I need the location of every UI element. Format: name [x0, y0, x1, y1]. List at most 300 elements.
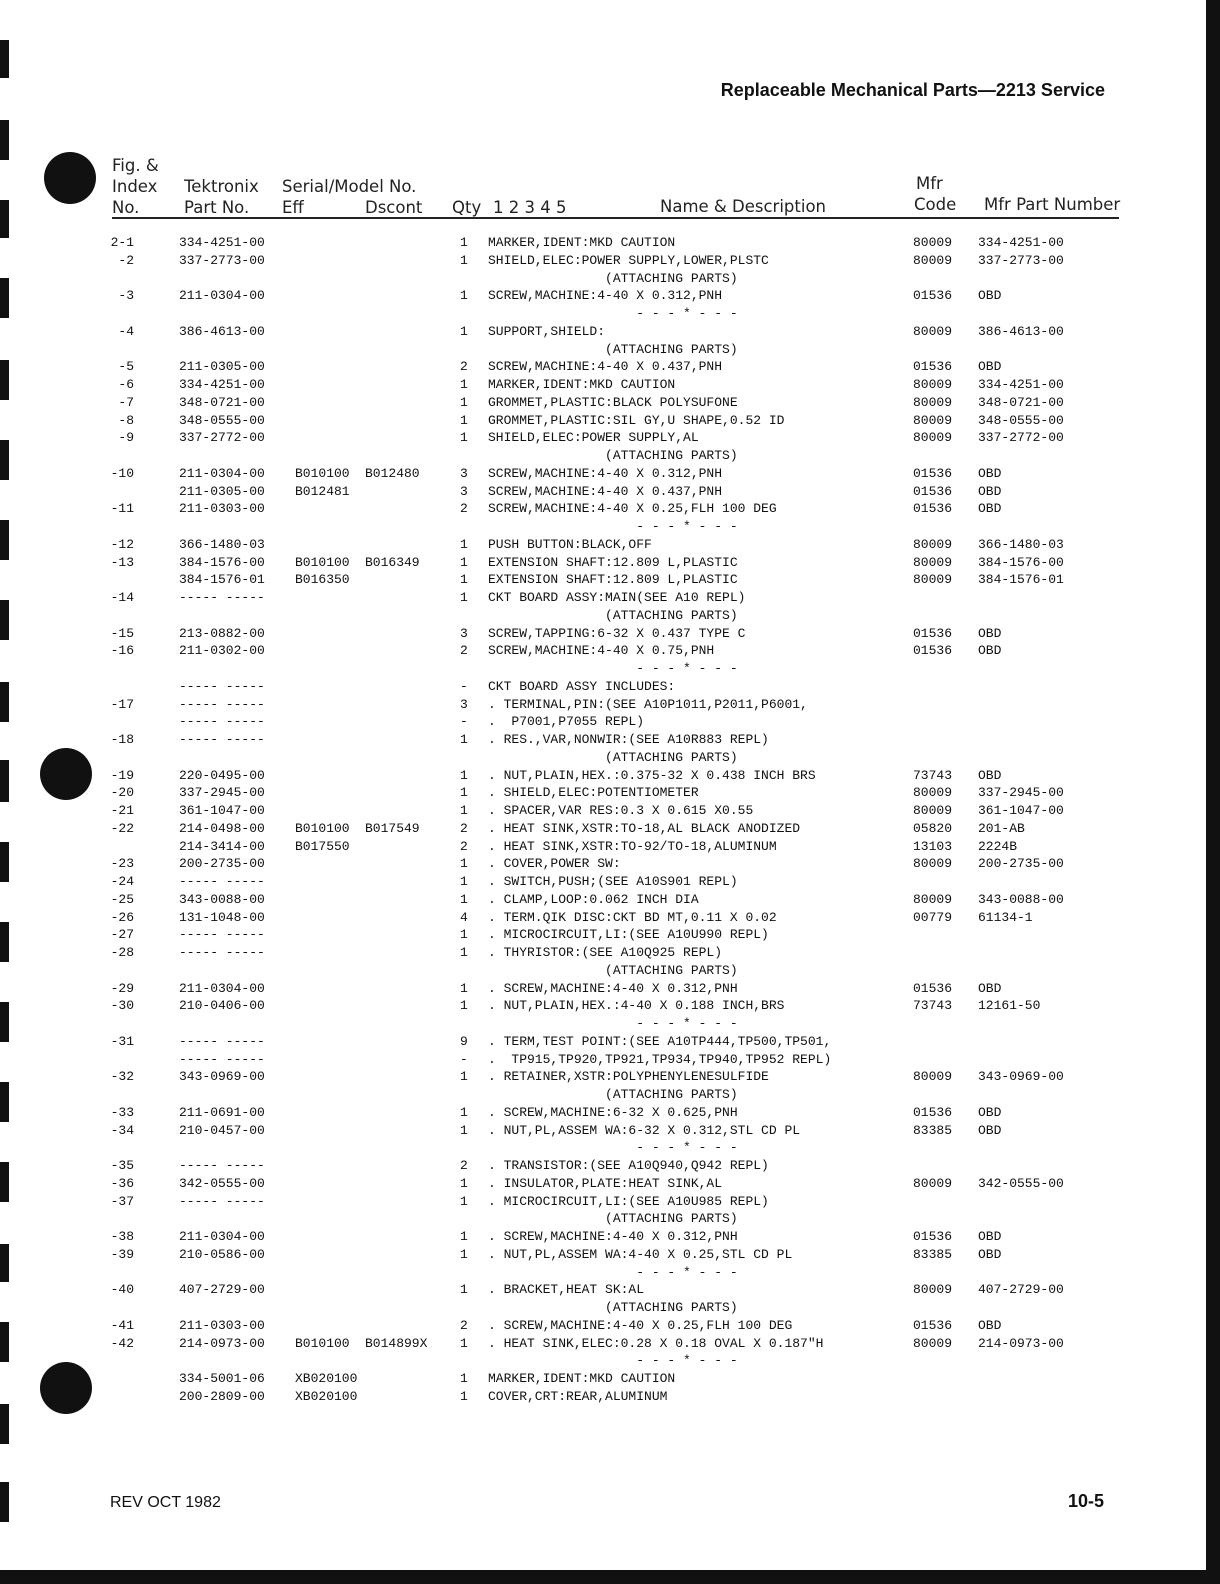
qty-cell: 1 [460, 252, 468, 268]
table-row [0, 926, 1220, 944]
part-no-cell: 407-2729-00 [179, 1282, 265, 1298]
qty-cell: 1 [460, 732, 468, 747]
table-row [0, 784, 1220, 802]
table-row [0, 1051, 1220, 1069]
qty-cell: 1 [460, 235, 468, 250]
index-no-cell: -39 [110, 1246, 134, 1262]
part-no-cell: 214-3414-00 [179, 838, 265, 854]
name-description-cell: . MICROCIRCUIT,LI:(SEE A10U985 REPL) [488, 1193, 769, 1209]
serial-eff-cell: B010100 [295, 554, 350, 570]
mfr-part-number-cell: 337-2773-00 [978, 252, 1064, 268]
name-description-cell: (ATTACHING PARTS) [488, 962, 738, 978]
qty-cell: 1 [460, 590, 468, 605]
page-edge [0, 1570, 1220, 1584]
qty-cell: 2 [460, 1317, 468, 1333]
name-description-cell: CKT BOARD ASSY:MAIN(SEE A10 REPL) [488, 590, 746, 605]
name-description-cell: . TERM.QIK DISC:CKT BD MT,0.11 X 0.02 [488, 909, 777, 925]
name-description-cell: (ATTACHING PARTS) [488, 607, 738, 623]
binding-bar [0, 1404, 9, 1444]
name-description-cell: MARKER,IDENT:MKD CAUTION [488, 1371, 676, 1386]
mfr-part-number-cell: 361-1047-00 [978, 803, 1064, 818]
mfr-part-number-cell: OBD [978, 767, 1002, 783]
qty-cell: 1 [460, 323, 468, 339]
mfr-part-number-cell: 343-0088-00 [978, 891, 1064, 907]
table-row [0, 1388, 1220, 1406]
name-description-cell: SCREW,MACHINE:4-40 X 0.312,PNH [488, 465, 723, 481]
table-row [0, 589, 1220, 607]
index-no-cell: -2 [118, 252, 134, 268]
table-row [0, 305, 1220, 323]
index-no-cell: -10 [110, 465, 134, 481]
mfr-part-number-cell: 384-1576-00 [978, 554, 1064, 570]
name-description-cell: . SHIELD,ELEC:POTENTIOMETER [488, 785, 699, 801]
table-row [0, 429, 1220, 447]
table-row [0, 731, 1220, 749]
serial-eff-cell: B010100 [295, 1335, 350, 1351]
index-no-cell: -37 [110, 1193, 134, 1209]
name-description-cell: . HEAT SINK,XSTR:TO-18,AL BLACK ANODIZED [488, 820, 801, 836]
name-description-cell: (ATTACHING PARTS) [488, 1087, 738, 1102]
qty-cell: 1 [460, 554, 468, 570]
name-description-cell: . SCREW,MACHINE:6-32 X 0.625,PNH [488, 1104, 738, 1120]
qty-cell: 1 [460, 1388, 468, 1404]
header-qty: Qty [452, 198, 482, 217]
mfr-part-number-cell: OBD [978, 625, 1002, 641]
part-no-cell: 384-1576-00 [179, 554, 265, 570]
part-no-cell: 211-0303-00 [179, 1317, 265, 1333]
qty-cell: 1 [460, 1104, 468, 1120]
table-row [0, 767, 1220, 785]
name-description-cell: . INSULATOR,PLATE:HEAT SINK,AL [488, 1175, 723, 1191]
mfr-code-cell: 80009 [913, 394, 953, 410]
qty-cell: 1 [460, 1335, 468, 1351]
header-fig-line3: No. [112, 198, 140, 217]
index-no-cell: -5 [118, 359, 134, 375]
part-no-cell: 211-0304-00 [179, 980, 265, 996]
mfr-part-number-cell: OBD [978, 643, 1002, 659]
index-no-cell: -40 [110, 1282, 134, 1298]
serial-dscont-cell: B012480 [365, 465, 420, 481]
name-description-cell: . RETAINER,XSTR:POLYPHENYLENESULFIDE [488, 1069, 769, 1085]
qty-cell: 3 [460, 483, 468, 499]
table-row [0, 1210, 1220, 1228]
header-tektronix: Tektronix [184, 177, 259, 196]
table-row [0, 873, 1220, 891]
table-row [0, 660, 1220, 678]
part-no-cell: 213-0882-00 [179, 625, 265, 641]
qty-cell: 1 [460, 430, 468, 446]
table-row [0, 607, 1220, 625]
header-fig-index [112, 155, 159, 218]
table-row [0, 1068, 1220, 1086]
name-description-cell: . TP915,TP920,TP921,TP934,TP940,TP952 REPL) [488, 1051, 832, 1067]
name-description-cell: - - - * - - - [488, 1353, 738, 1369]
part-no-cell: ----- ----- [179, 678, 265, 694]
mfr-code-cell: 80009 [913, 572, 953, 588]
name-description-cell: MARKER,IDENT:MKD CAUTION [488, 377, 676, 392]
mfr-code-cell: 80009 [913, 377, 953, 392]
part-no-cell: ----- ----- [179, 696, 265, 712]
part-no-cell: ----- ----- [179, 1158, 265, 1173]
part-no-cell: 214-0498-00 [179, 820, 265, 836]
part-no-cell: 211-0304-00 [179, 288, 265, 304]
index-no-cell: -22 [110, 820, 134, 836]
qty-cell: 2 [460, 820, 468, 836]
name-description-cell: . NUT,PL,ASSEM WA:4-40 X 0.25,STL CD PL [488, 1246, 793, 1262]
mfr-code-cell: 80009 [913, 803, 953, 818]
index-no-cell: -3 [118, 288, 134, 304]
mfr-part-number-cell: 343-0969-00 [978, 1069, 1064, 1085]
name-description-cell: . THYRISTOR:(SEE A10Q925 REPL) [488, 945, 723, 960]
qty-cell: 2 [460, 501, 468, 517]
qty-cell: 2 [460, 1158, 468, 1173]
part-no-cell: ----- ----- [179, 590, 265, 605]
table-row [0, 341, 1220, 359]
table-row [0, 234, 1220, 252]
index-no-cell: -28 [110, 945, 134, 960]
mfr-part-number-cell: OBD [978, 501, 1002, 517]
table-row [0, 518, 1220, 536]
mfr-code-cell: 01536 [913, 1104, 953, 1120]
qty-cell: 3 [460, 465, 468, 481]
part-no-cell: 337-2773-00 [179, 252, 265, 268]
qty-cell: - [460, 714, 468, 730]
qty-cell: 1 [460, 927, 468, 943]
qty-cell: 1 [460, 1069, 468, 1085]
qty-cell: 3 [460, 625, 468, 641]
index-no-cell: -12 [110, 536, 134, 552]
qty-cell: 1 [460, 288, 468, 304]
table-row [0, 980, 1220, 998]
qty-cell: 1 [460, 377, 468, 392]
part-no-cell: 211-0302-00 [179, 643, 265, 659]
page-title: Replaceable Mechanical Parts—2213 Service [720, 80, 1105, 100]
name-description-cell: COVER,CRT:REAR,ALUMINUM [488, 1388, 668, 1404]
mfr-part-number-cell: 407-2729-00 [978, 1282, 1064, 1298]
part-no-cell: ----- ----- [179, 1051, 265, 1067]
mfr-code-cell: 01536 [913, 625, 953, 641]
qty-cell: 1 [460, 980, 468, 996]
mfr-code-cell: 80009 [913, 1069, 953, 1085]
mfr-code-cell: 83385 [913, 1122, 953, 1138]
part-no-cell: ----- ----- [179, 732, 265, 747]
index-no-cell: -18 [110, 732, 134, 747]
part-no-cell: 200-2735-00 [179, 856, 265, 872]
index-no-cell: -13 [110, 554, 134, 570]
mfr-part-number-cell: 342-0555-00 [978, 1175, 1064, 1191]
table-row [0, 358, 1220, 376]
table-row [0, 1264, 1220, 1282]
qty-cell: 1 [460, 945, 468, 960]
name-description-cell: . SWITCH,PUSH;(SEE A10S901 REPL) [488, 874, 738, 889]
name-description-cell: . COVER,POWER SW: [488, 856, 621, 872]
index-no-cell: -26 [110, 909, 134, 925]
table-row [0, 1157, 1220, 1175]
mfr-code-cell: 01536 [913, 465, 953, 481]
mfr-code-cell: 80009 [913, 554, 953, 570]
mfr-code-cell: 73743 [913, 767, 953, 783]
name-description-cell: . SCREW,MACHINE:4-40 X 0.25,FLH 100 DEG [488, 1317, 793, 1333]
index-no-cell: -21 [110, 803, 134, 818]
part-no-cell: 361-1047-00 [179, 803, 265, 818]
mfr-part-number-cell: 214-0973-00 [978, 1335, 1064, 1351]
qty-cell: 2 [460, 359, 468, 375]
index-no-cell: -24 [110, 874, 134, 889]
mfr-code-cell: 00779 [913, 909, 953, 925]
index-no-cell: -15 [110, 625, 134, 641]
table-row [0, 1228, 1220, 1246]
name-description-cell: (ATTACHING PARTS) [488, 749, 738, 765]
table-row [0, 1299, 1220, 1317]
mfr-part-number-cell: OBD [978, 288, 1002, 304]
table-row [0, 855, 1220, 873]
part-no-cell: 384-1576-01 [179, 572, 265, 588]
name-description-cell: PUSH BUTTON:BLACK,OFF [488, 536, 652, 552]
name-description-cell: . BRACKET,HEAT SK:AL [488, 1282, 645, 1298]
header-dscont: Dscont [365, 198, 423, 217]
header-rule [112, 217, 1119, 219]
table-row [0, 1370, 1220, 1388]
table-row [0, 412, 1220, 430]
mfr-code-cell: 01536 [913, 288, 953, 304]
qty-cell: 1 [460, 1371, 468, 1386]
name-description-cell: . SPACER,VAR RES:0.3 X 0.615 X0.55 [488, 803, 754, 818]
name-description-cell: . NUT,PL,ASSEM WA:6-32 X 0.312,STL CD PL [488, 1122, 801, 1138]
part-no-cell: 131-1048-00 [179, 909, 265, 925]
name-description-cell: . RES.,VAR,NONWIR:(SEE A10R883 REPL) [488, 732, 769, 747]
part-no-cell: 220-0495-00 [179, 767, 265, 783]
table-row [0, 944, 1220, 962]
binding-bar [0, 1482, 9, 1522]
header-serial-label: Serial/Model No. [282, 177, 417, 196]
punch-hole [44, 152, 96, 204]
mfr-part-number-cell: 334-4251-00 [978, 377, 1064, 392]
mfr-part-number-cell: 201-AB [978, 820, 1025, 836]
index-no-cell: -25 [110, 891, 134, 907]
header-mfr-code [914, 173, 956, 215]
name-description-cell: . TRANSISTOR:(SEE A10Q940,Q942 REPL) [488, 1158, 769, 1173]
table-row [0, 909, 1220, 927]
index-no-cell: -11 [110, 501, 134, 517]
mfr-part-number-cell: 366-1480-03 [978, 536, 1064, 552]
mfr-code-cell: 01536 [913, 483, 953, 499]
name-description-cell: . SCREW,MACHINE:4-40 X 0.312,PNH [488, 980, 738, 996]
part-no-cell: ----- ----- [179, 945, 265, 960]
part-no-cell: 214-0973-00 [179, 1335, 265, 1351]
name-description-cell: SCREW,MACHINE:4-40 X 0.75,PNH [488, 643, 715, 659]
qty-cell: 1 [460, 572, 468, 588]
name-description-cell: . HEAT SINK,ELEC:0.28 X 0.18 OVAL X 0.187"H [488, 1335, 824, 1351]
qty-cell: 1 [460, 785, 468, 801]
name-description-cell: EXTENSION SHAFT:12.809 L,PLASTIC [488, 554, 738, 570]
header-levels: 1 2 3 4 5 [493, 198, 567, 217]
binding-bar [0, 200, 9, 238]
index-no-cell: -7 [118, 394, 134, 410]
name-description-cell: . CLAMP,LOOP:0.062 INCH DIA [488, 891, 699, 907]
part-no-cell: 343-0088-00 [179, 891, 265, 907]
qty-cell: 1 [460, 394, 468, 410]
table-row [0, 802, 1220, 820]
table-row [0, 270, 1220, 288]
mfr-part-number-cell: 348-0555-00 [978, 412, 1064, 428]
mfr-part-number-cell: 2224B [978, 838, 1018, 854]
index-no-cell: -32 [110, 1069, 134, 1085]
part-no-cell: 348-0721-00 [179, 394, 265, 410]
mfr-code-cell: 80009 [913, 1175, 953, 1191]
index-no-cell: -29 [110, 980, 134, 996]
mfr-part-number-cell: 386-4613-00 [978, 323, 1064, 339]
header-part-no [184, 176, 259, 218]
table-row [0, 1015, 1220, 1033]
index-no-cell: -8 [118, 412, 134, 428]
serial-eff-cell: B016350 [295, 572, 350, 588]
mfr-part-number-cell: OBD [978, 980, 1002, 996]
name-description-cell: . SCREW,MACHINE:4-40 X 0.312,PNH [488, 1229, 738, 1244]
qty-cell: 1 [460, 1282, 468, 1298]
mfr-code-cell: 13103 [913, 838, 953, 854]
name-description-cell: SUPPORT,SHIELD: [488, 323, 606, 339]
serial-dscont-cell: B014899X [365, 1335, 428, 1351]
qty-cell: 1 [460, 1175, 468, 1191]
name-description-cell: - - - * - - - [488, 1016, 738, 1031]
table-row [0, 323, 1220, 341]
table-row [0, 1317, 1220, 1335]
table-row [0, 447, 1220, 465]
part-no-cell: 211-0304-00 [179, 1229, 265, 1244]
index-no-cell: -34 [110, 1122, 134, 1138]
table-row [0, 287, 1220, 305]
mfr-code-cell: 80009 [913, 252, 953, 268]
part-no-cell: ----- ----- [179, 1193, 265, 1209]
part-no-cell: 334-4251-00 [179, 235, 265, 250]
header-mfr-part-number: Mfr Part Number [984, 195, 1121, 214]
part-no-cell: 210-0586-00 [179, 1246, 265, 1262]
index-no-cell: -33 [110, 1104, 134, 1120]
qty-cell: 1 [460, 998, 468, 1014]
qty-cell: - [460, 1051, 468, 1067]
part-no-cell: 211-0691-00 [179, 1104, 265, 1120]
mfr-part-number-cell: OBD [978, 465, 1002, 481]
index-no-cell: -42 [110, 1335, 134, 1351]
qty-cell: 1 [460, 767, 468, 783]
mfr-part-number-cell: OBD [978, 483, 1002, 499]
mfr-part-number-cell: OBD [978, 1229, 1002, 1244]
qty-cell: 1 [460, 803, 468, 818]
qty-cell: 3 [460, 696, 468, 712]
header-serial [282, 176, 416, 197]
qty-cell: 1 [460, 874, 468, 889]
mfr-part-number-cell: 337-2945-00 [978, 785, 1064, 801]
page-number: 10-5 [1067, 1491, 1104, 1511]
name-description-cell: SCREW,MACHINE:4-40 X 0.25,FLH 100 DEG [488, 501, 777, 517]
name-description-cell: . NUT,PLAIN,HEX.:0.375-32 X 0.438 INCH BRS [488, 767, 816, 783]
part-no-cell: 342-0555-00 [179, 1175, 265, 1191]
mfr-code-cell: 80009 [913, 891, 953, 907]
mfr-code-cell: 80009 [913, 1335, 953, 1351]
qty-cell: - [460, 678, 468, 694]
header-mfr: Mfr [916, 174, 943, 193]
name-description-cell: - - - * - - - [488, 1264, 738, 1280]
name-description-cell: - - - * - - - [488, 661, 738, 676]
table-row [0, 465, 1220, 483]
parts-table [0, 234, 1220, 1406]
mfr-code-cell: 01536 [913, 980, 953, 996]
header-fig-line1: Fig. & [112, 156, 159, 175]
binding-bar [0, 40, 9, 78]
table-row [0, 1104, 1220, 1122]
name-description-cell: . P7001,P7055 REPL) [488, 714, 645, 730]
mfr-code-cell: 01536 [913, 359, 953, 375]
table-row [0, 696, 1220, 714]
table-row [0, 1086, 1220, 1104]
mfr-code-cell: 80009 [913, 430, 953, 446]
name-description-cell: GROMMET,PLASTIC:SIL GY,U SHAPE,0.52 ID [488, 412, 785, 428]
part-no-cell: 337-2772-00 [179, 430, 265, 446]
index-no-cell: -4 [118, 323, 134, 339]
index-no-cell: -20 [110, 785, 134, 801]
mfr-part-number-cell: OBD [978, 1317, 1002, 1333]
mfr-code-cell: 01536 [913, 643, 953, 659]
header-eff: Eff [282, 198, 304, 217]
table-row [0, 554, 1220, 572]
mfr-code-cell: 01536 [913, 1317, 953, 1333]
serial-eff-cell: B010100 [295, 465, 350, 481]
mfr-part-number-cell: OBD [978, 1122, 1002, 1138]
serial-eff-cell: B010100 [295, 820, 350, 836]
index-no-cell: -31 [110, 1033, 134, 1049]
name-description-cell: (ATTACHING PARTS) [488, 270, 738, 286]
mfr-code-cell: 80009 [913, 785, 953, 801]
index-no-cell: -6 [118, 377, 134, 392]
table-row [0, 1139, 1220, 1157]
part-no-cell: 210-0406-00 [179, 998, 265, 1014]
mfr-part-number-cell: OBD [978, 1104, 1002, 1120]
revision-date: REV OCT 1982 [110, 1494, 221, 1511]
qty-cell: 1 [460, 412, 468, 428]
name-description-cell: EXTENSION SHAFT:12.809 L,PLASTIC [488, 572, 738, 588]
serial-eff-cell: XB020100 [295, 1388, 358, 1404]
header-part-label: Part No. [184, 198, 250, 217]
table-row [0, 997, 1220, 1015]
table-row [0, 500, 1220, 518]
table-row [0, 625, 1220, 643]
qty-cell: 1 [460, 856, 468, 872]
mfr-code-cell: 05820 [913, 820, 953, 836]
table-row [0, 571, 1220, 589]
table-row [0, 838, 1220, 856]
index-no-cell: -9 [118, 430, 134, 446]
index-no-cell: -38 [110, 1229, 134, 1244]
table-row [0, 1281, 1220, 1299]
mfr-part-number-cell: OBD [978, 1246, 1002, 1262]
part-no-cell: 211-0305-00 [179, 359, 265, 375]
name-description-cell: SCREW,MACHINE:4-40 X 0.437,PNH [488, 483, 723, 499]
name-description-cell: SHIELD,ELEC:POWER SUPPLY,AL [488, 430, 699, 446]
qty-cell: 1 [460, 1193, 468, 1209]
serial-eff-cell: XB020100 [295, 1371, 358, 1386]
name-description-cell: (ATTACHING PARTS) [488, 1211, 738, 1227]
part-no-cell: 200-2809-00 [179, 1388, 265, 1404]
name-description-cell: . HEAT SINK,XSTR:TO-92/TO-18,ALUMINUM [488, 838, 777, 854]
part-no-cell: 343-0969-00 [179, 1069, 265, 1085]
mfr-part-number-cell: 334-4251-00 [978, 235, 1064, 250]
part-no-cell: ----- ----- [179, 927, 265, 943]
serial-dscont-cell: B016349 [365, 554, 420, 570]
name-description-cell: - - - * - - - [488, 1140, 738, 1156]
table-row [0, 962, 1220, 980]
qty-cell: 1 [460, 1229, 468, 1244]
table-row [0, 394, 1220, 412]
